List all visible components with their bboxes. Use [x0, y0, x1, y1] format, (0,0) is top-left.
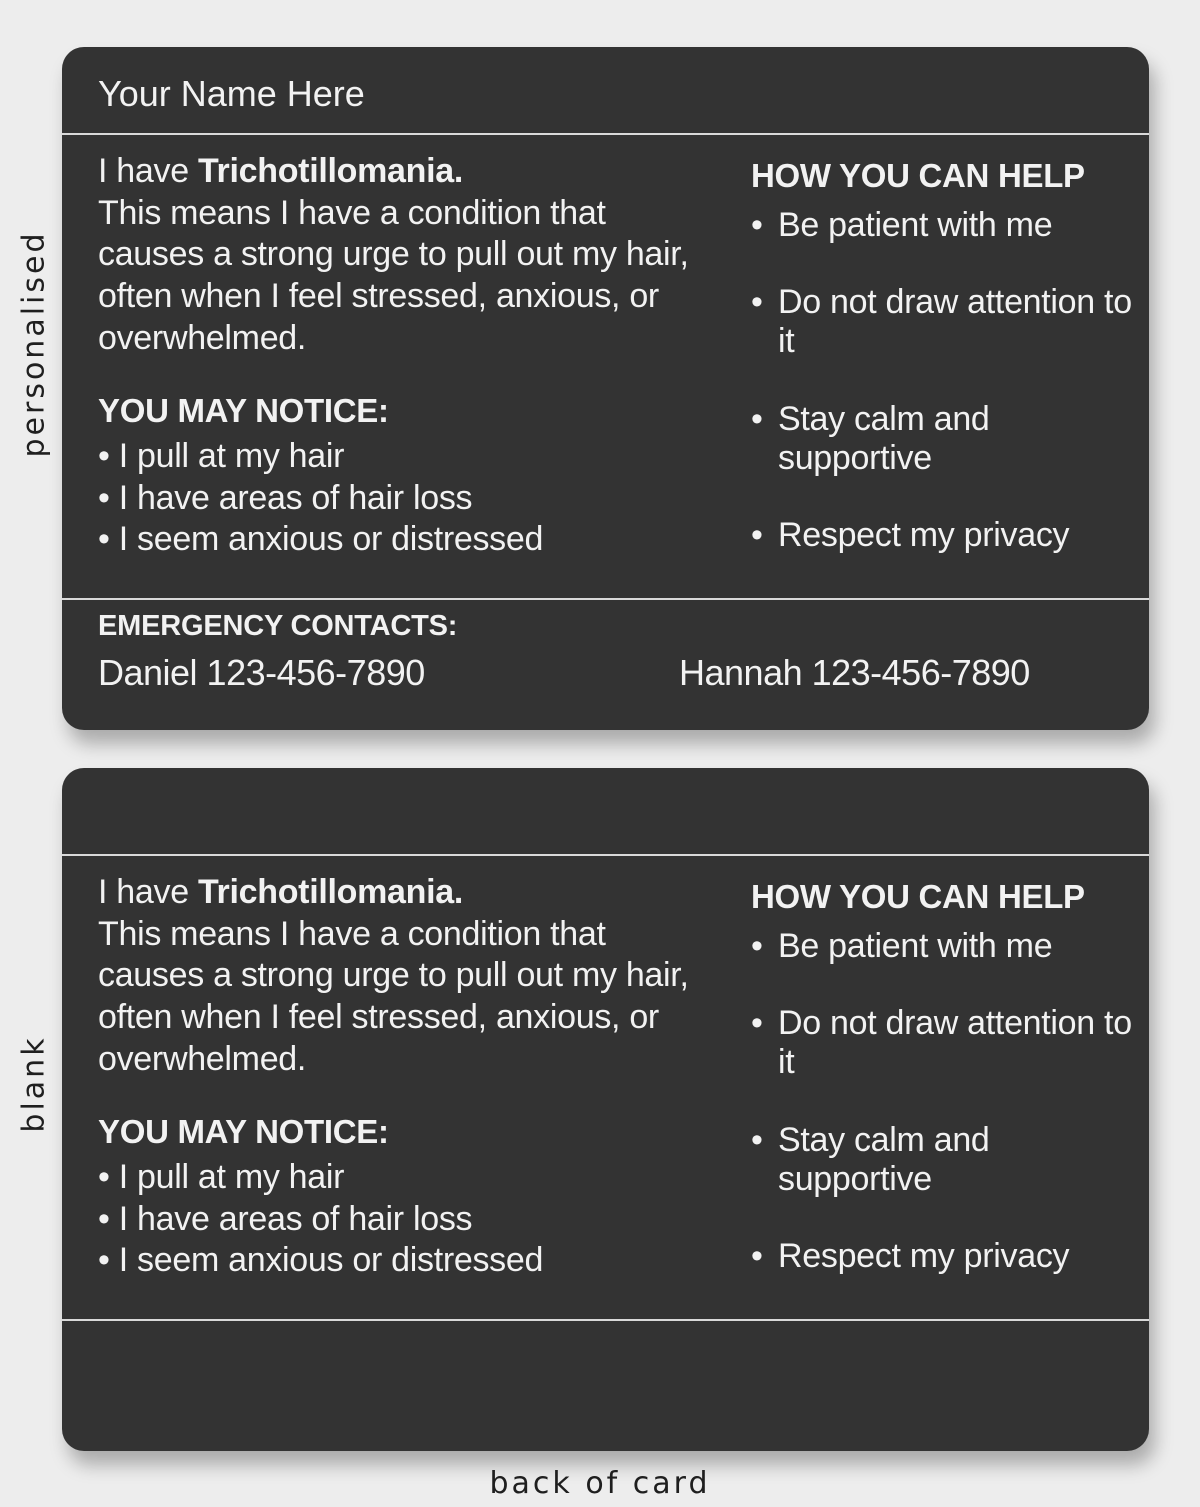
bullet-icon: •: [751, 1121, 763, 1159]
footer-divider: [62, 1319, 1149, 1321]
condition-name: Trichotillomania.: [197, 152, 464, 190]
notice-heading: YOU MAY NOTICE:: [98, 1113, 389, 1150]
intro-text: I have: [98, 873, 198, 911]
back-of-card-label: back of card: [489, 1466, 711, 1501]
header-divider: [62, 133, 1149, 135]
card-name: Your Name Here: [98, 73, 365, 114]
bullet-icon: •: [751, 516, 763, 554]
bullet-icon: •: [751, 206, 763, 244]
bullet-icon: •: [751, 283, 763, 321]
bullet-icon: •: [751, 400, 763, 438]
notice-item: • I have areas of hair loss: [98, 478, 473, 517]
notice-heading: YOU MAY NOTICE:: [98, 392, 389, 429]
contact-2: Hannah 123-456-7890: [679, 652, 1030, 693]
notice-list: [98, 436, 543, 561]
bullet-icon: •: [751, 1004, 763, 1042]
notice-item: • I seem anxious or distressed: [98, 1241, 544, 1280]
side-label-personalised: personalised: [16, 230, 52, 458]
card-personalised: Your Name Here I have Trichotillomania. This means I have a condition that causes a strong urge to pull out my hair, often when I feel stressed, anxious, or overwhelmed. YOU MAY NOTICE: • I pull at my hair • I have areas of hair loss • I seem anxious or distressed HOW YOU CAN HELP • Be patient with me • Do not draw attention to it • Stay calm and supportive • Respect my privacy EMERGENCY CONTACTS: Daniel 123-456-7890 Hannah 123-456-7890: [62, 47, 1149, 730]
notice-item: • I seem anxious or distressed: [98, 520, 544, 559]
help-heading: HOW YOU CAN HELP: [751, 878, 1085, 915]
notice-item: • I pull at my hair: [98, 1158, 345, 1196]
footer-divider: [62, 598, 1149, 600]
side-label-blank: blank: [16, 1035, 52, 1133]
description-text: This means I have a condition that causes a strong urge to pull out my hair, often when I feel stressed, anxious, or overwhelmed.: [98, 914, 689, 1078]
emergency-heading: EMERGENCY CONTACTS:: [98, 610, 458, 642]
condition-name: Trichotillomania.: [197, 873, 464, 911]
notice-item: • I have areas of hair loss: [98, 1199, 473, 1238]
help-heading: HOW YOU CAN HELP: [751, 157, 1085, 194]
description-text: This means I have a condition that causes a strong urge to pull out my hair, often when I feel stressed, anxious, or overwhelmed.: [98, 193, 689, 357]
header-divider: [62, 854, 1149, 856]
bullet-icon: •: [751, 927, 763, 965]
condition-description: [98, 872, 718, 1081]
notice-list: [98, 1157, 543, 1282]
intro-text: I have: [98, 152, 198, 190]
bullet-icon: •: [751, 1237, 763, 1275]
contact-1: Daniel 123-456-7890: [98, 652, 425, 693]
condition-description: [98, 151, 718, 360]
card-blank: I have Trichotillomania. This means I have a condition that causes a strong urge to pull out my hair, often when I feel stressed, anxious, or overwhelmed. YOU MAY NOTICE: • I pull at my hair • I have areas of hair loss • I seem anxious or distressed HOW YOU CAN HELP • Be patient with me • Do not draw attention to it • Stay calm and supportive • Respect my privacy: [62, 768, 1149, 1451]
notice-item: • I pull at my hair: [98, 437, 345, 475]
